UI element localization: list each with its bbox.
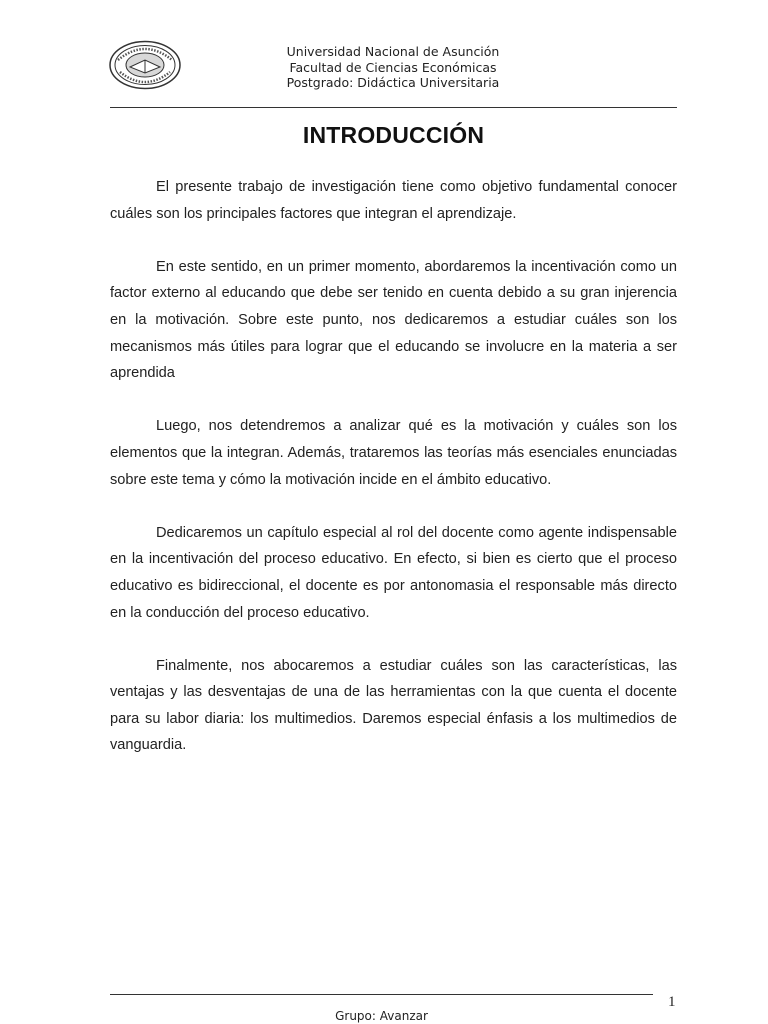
page-number: 1: [668, 994, 676, 1010]
header-program: Postgrado: Didáctica Universitaria: [286, 75, 500, 90]
header-faculty: Facultad de Ciencias Económicas: [289, 59, 497, 75]
paragraph-5: Finalmente, nos abocaremos a estudiar cuáles son las características, las ventajas y las desventajas de una de las herramientas con la que cuenta el docente para su labor diaria: los multimedios. Daremos especial énfasis a los multimedios de vanguardia.: [110, 657, 677, 754]
header-divider: [110, 107, 677, 108]
footer-divider: [110, 994, 653, 995]
page-title: INTRODUCCIÓN: [302, 122, 485, 148]
paragraph-4: Dedicaremos un capítulo especial al rol del docente como agente indispensable en la incentivación del proceso educativo. En efecto, si bien es cierto que el proceso educativo es bidireccional, el docente es por antonomasia el responsable más directo en la conducción del proceso educativo.: [110, 524, 677, 621]
paragraph-2: En este sentido, en un primer momento, abordaremos la incentivación como un factor externo al educando que debe ser tenido en cuenta debido a su gran injerencia en la motivación. Sobre este punto, nos dedicaremos a estudiar cuáles son los mecanismos más útiles para lograr que el educando se involucre en la materia a ser aprendida: [110, 258, 677, 382]
document-header: [190, 44, 596, 91]
paragraph-1: El presente trabajo de investigación tiene como objetivo fundamental conocer cuáles son los principales factores que integran el aprendizaje.: [110, 179, 677, 222]
university-seal-icon: [108, 40, 182, 90]
paragraph-3: Luego, nos detendremos a analizar qué es la motivación y cuáles son los elementos que la integran. Además, trataremos las teorías más esenciales enunciadas sobre este tema y cómo la motivación incide en el ámbito educativo.: [110, 418, 677, 488]
header-university: Universidad Nacional de Asunción: [286, 44, 500, 59]
footer-text: Grupo: Avanzar: [335, 1009, 428, 1023]
document-body: [110, 174, 677, 786]
